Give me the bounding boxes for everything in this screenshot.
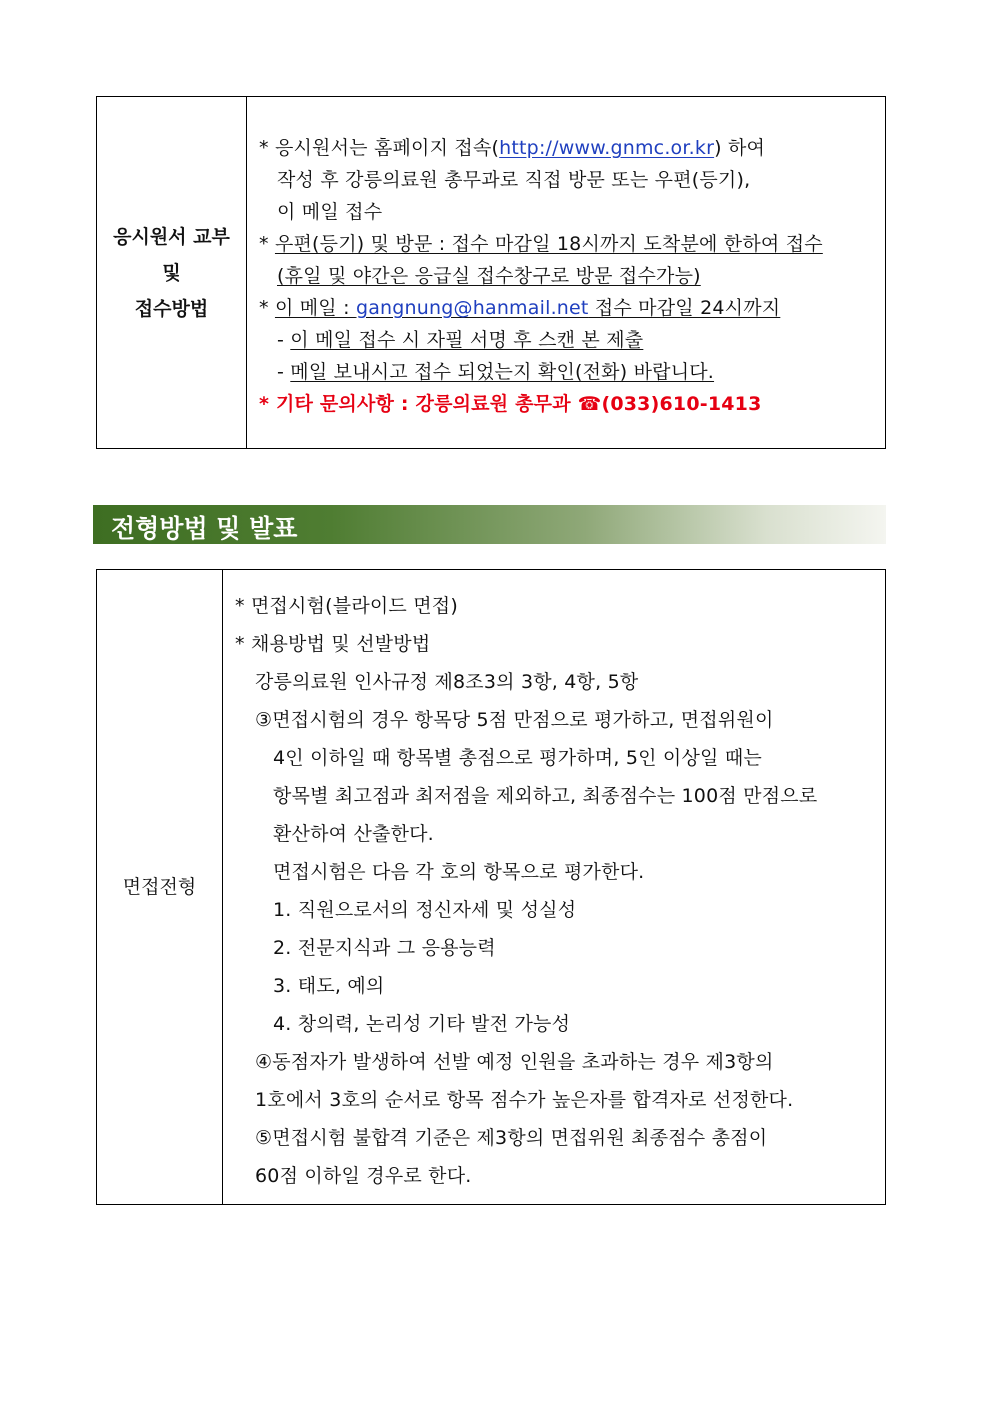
content-line (259, 293, 780, 320)
text: 접수 마감일 24시까지 (588, 297, 781, 319)
content-line: 면접시험은 다음 각 호의 항목으로 평가한다. (273, 861, 645, 883)
content-line: * 면접시험(블라이드 면접) (235, 595, 458, 617)
content-line: 4인 이하일 때 항목별 총점으로 평가하며, 5인 이상일 때는 (273, 747, 762, 769)
label-line: 응시원서 교부 (113, 225, 230, 248)
content-line: ④동점자가 발생하여 선발 예정 인원을 초과하는 경우 제3항의 (255, 1051, 774, 1073)
homepage-link[interactable]: http://www.gnmc.or.kr (499, 137, 715, 159)
content-line: 60점 이하일 경우로 한다. (255, 1165, 472, 1187)
content-line: 3. 태도, 예의 (273, 975, 385, 997)
section-title: 전형방법 및 발표 (111, 514, 298, 543)
content-line: * 채용방법 및 선발방법 (235, 633, 431, 655)
content-line: 이 메일 접수 (277, 201, 383, 223)
content-line: 환산하여 산출한다. (273, 823, 434, 845)
content-line (259, 229, 823, 256)
interview-table (96, 569, 886, 1205)
text: 이 메일 : (274, 297, 356, 319)
content-line: 강릉의료원 인사규정 제8조3의 3항, 4항, 5항 (255, 671, 639, 693)
content-line: ③면접시험의 경우 항목당 5점 만점으로 평가하고, 면접위원이 (255, 709, 774, 731)
content-line: ⑤면접시험 불합격 기준은 제3항의 면접위원 최종점수 총점이 (255, 1127, 768, 1149)
interview-label: 면접전형 (122, 876, 197, 898)
section-banner (93, 505, 886, 544)
content-line (259, 133, 765, 160)
bullet: * (259, 233, 275, 255)
contact-line: * 기타 문의사항 : 강릉의료원 총무과 ☎(033)610-1413 (259, 393, 762, 415)
content-line: 항목별 최고점과 최저점을 제외하고, 최종점수는 100점 만점으로 (273, 785, 818, 807)
interview-label-cell (97, 570, 223, 1204)
label-line: 접수방법 (134, 297, 209, 320)
application-table (96, 96, 886, 449)
content-line: 4. 창의력, 논리성 기타 발전 가능성 (273, 1013, 571, 1035)
text: ) 하여 (714, 137, 766, 159)
email-address[interactable]: gangnung@hanmail.net (355, 297, 589, 319)
dash: - (277, 361, 291, 383)
content-line: 1호에서 3호의 순서로 항목 점수가 높은자를 합격자로 선정한다. (255, 1089, 794, 1111)
bullet: * (259, 297, 275, 319)
interview-content-cell (223, 570, 885, 1204)
text: 우편(등기) 및 방문 : 접수 마감일 18시까지 도착분에 한하여 접수 (274, 233, 823, 255)
text: 이 메일 접수 시 자필 서명 후 스캔 본 제출 (290, 329, 644, 351)
text: 메일 보내시고 접수 되었는지 확인(전화) 바랍니다. (290, 361, 715, 383)
application-content-cell (247, 97, 885, 448)
content-line: (휴일 및 야간은 응급실 접수창구로 방문 접수가능) (277, 265, 701, 287)
content-line: 작성 후 강릉의료원 총무과로 직접 방문 또는 우편(등기), (277, 169, 751, 191)
dash: - (277, 329, 291, 351)
application-label-cell (97, 97, 247, 448)
content-line (277, 357, 714, 384)
content-line: 1. 직원으로서의 정신자세 및 성실성 (273, 899, 577, 921)
content-line (277, 325, 643, 352)
application-label (113, 219, 230, 327)
content-line: 2. 전문지식과 그 응용능력 (273, 937, 496, 959)
text: * 응시원서는 홈페이지 접속( (259, 137, 500, 159)
label-line: 및 (162, 261, 181, 284)
